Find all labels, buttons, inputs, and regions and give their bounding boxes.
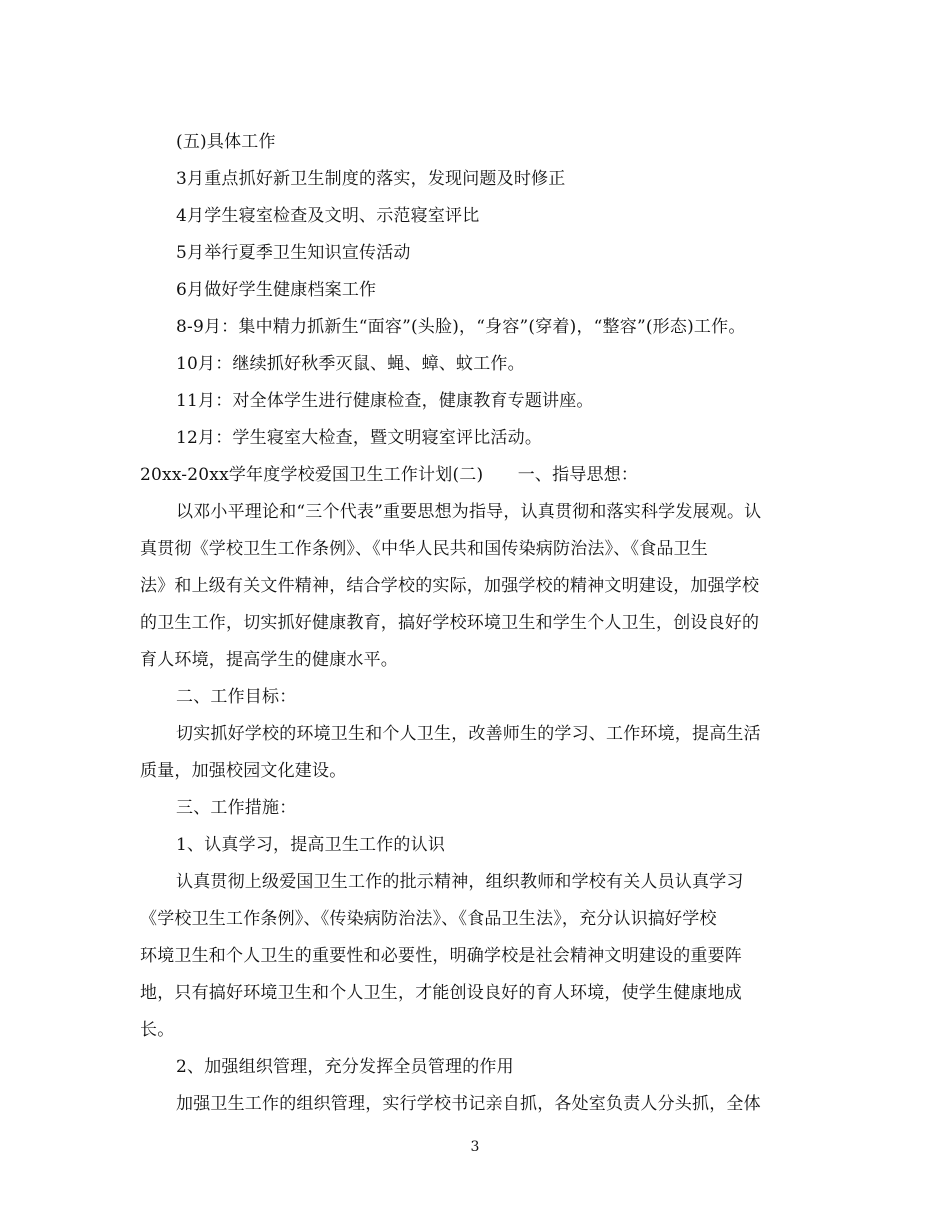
paragraph-line: 地，只有搞好环境卫生和个人卫生，才能创设良好的育人环境，使学生健康地成: [140, 983, 742, 1003]
section-heading-specific-work: (五)具体工作: [176, 132, 276, 152]
section-heading-work-measures: 三、工作措施：: [176, 798, 297, 818]
paragraph-line: 切实抓好学校的环境卫生和个人卫生，改善师生的学习、工作环境，提高生活: [176, 724, 761, 744]
paragraph-line: 法》和上级有关文件精神，结合学校的实际，加强学校的精神文明建设，加强学校: [140, 576, 760, 596]
paragraph-line: 《学校卫生工作条例》、《传染病防治法》、《食品卫生法》，充分认识搞好学校: [140, 909, 717, 929]
schedule-item-aug-sep: 8-9月：集中精力抓新生“面容”(头脸)，“身容”(穿着)，“整容”(形态)工作。: [176, 317, 746, 337]
paragraph-line: 育人环境，提高学生的健康水平。: [140, 650, 398, 670]
schedule-item-december: 12月：学生寝室大检查，暨文明寝室评比活动。: [176, 428, 543, 448]
paragraph-line: 环境卫生和个人卫生的重要性和必要性，明确学校是社会精神文明建设的重要阵: [140, 946, 742, 966]
plan-title-line: 20xx-20xx学年度学校爱国卫生工作计划(二) 一、指导思想：: [140, 465, 639, 485]
schedule-item-june: 6月做好学生健康档案工作: [176, 280, 377, 300]
subheading-study: 1、认真学习，提高卫生工作的认识: [176, 835, 446, 855]
paragraph-line: 真贯彻《学校卫生工作条例》、《中华人民共和国传染病防治法》、《食品卫生: [140, 539, 708, 559]
subheading-organization: 2、加强组织管理，充分发挥全员管理的作用: [176, 1057, 514, 1077]
paragraph-line: 加强卫生工作的组织管理，实行学校书记亲自抓，各处室负责人分头抓，全体: [176, 1094, 761, 1114]
schedule-item-march: 3月重点抓好新卫生制度的落实，发现问题及时修正: [176, 169, 566, 189]
paragraph-line: 的卫生工作，切实抓好健康教育，搞好学校环境卫生和学生个人卫生，创设良好的: [140, 613, 760, 633]
schedule-item-october: 10月：继续抓好秋季灭鼠、蝇、蟑、蚊工作。: [176, 354, 525, 374]
schedule-item-may: 5月举行夏季卫生知识宣传活动: [176, 243, 411, 263]
schedule-item-april: 4月学生寝室检查及文明、示范寝室评比: [176, 206, 480, 226]
section-heading-work-goals: 二、工作目标：: [176, 687, 297, 707]
paragraph-line: 以邓小平理论和“三个代表”重要思想为指导，认真贯彻和落实科学发展观。认: [176, 502, 762, 522]
paragraph-line: 认真贯彻上级爱国卫生工作的批示精神，组织教师和学校有关人员认真学习: [176, 872, 744, 892]
schedule-item-november: 11月：对全体学生进行健康检查，健康教育专题讲座。: [176, 391, 594, 411]
paragraph-line: 长。: [140, 1020, 175, 1040]
page-number: 3: [470, 1139, 480, 1155]
paragraph-line: 质量，加强校园文化建设。: [140, 761, 347, 781]
